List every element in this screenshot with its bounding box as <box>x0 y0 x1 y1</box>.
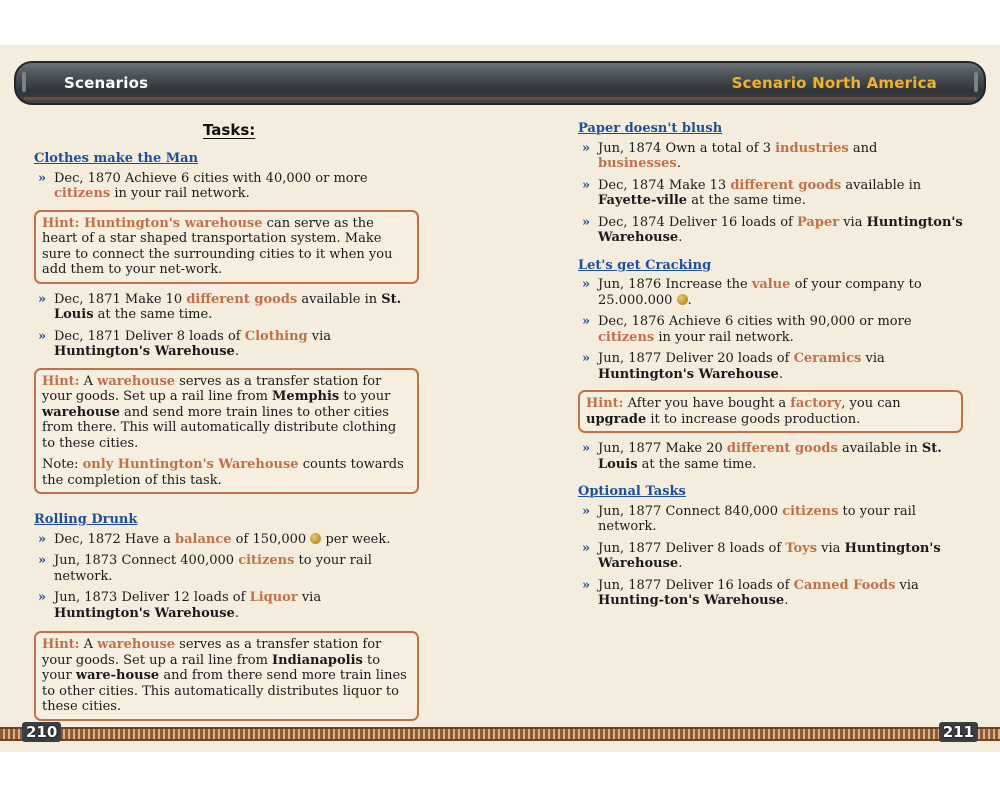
page-number-left: 210 <box>22 722 61 742</box>
task-item <box>578 215 963 246</box>
hint-box <box>34 631 419 721</box>
text: in your rail network. <box>110 186 250 201</box>
text: Dec, 1874 Make 13 <box>598 177 731 193</box>
highlight: citizens <box>238 553 295 568</box>
highlight: warehouse <box>97 637 176 652</box>
text: . <box>678 230 683 245</box>
highlight: only Huntington's Warehouse <box>82 457 299 472</box>
bold: St. Louis <box>598 441 942 472</box>
task-item <box>34 532 419 548</box>
section-title-cracking: Let's get Cracking <box>578 257 712 273</box>
hint-box <box>578 390 963 433</box>
section-title-optional: Optional Tasks <box>578 484 686 499</box>
task-item <box>578 441 963 472</box>
highlight: citizens <box>598 329 655 345</box>
section-title-paper: Paper doesn't blush <box>578 121 723 136</box>
highlight: citizens <box>782 503 839 519</box>
section-title-clothes: Clothes make the Man <box>34 151 199 166</box>
text: available in <box>841 177 922 193</box>
page-number-right: 211 <box>939 722 978 742</box>
text: Dec, 1871 Deliver 8 loads of <box>54 328 245 344</box>
hint-box <box>34 210 419 284</box>
tasks-title: Tasks: <box>203 121 256 139</box>
task-item <box>578 541 963 572</box>
highlight: different goods <box>726 441 838 456</box>
header-right-title: Scenario North America <box>731 74 937 92</box>
bold: ware-house <box>75 668 160 683</box>
task-item <box>34 329 419 360</box>
text: to your rail network. <box>598 503 916 534</box>
text: of 150,000 <box>231 531 311 547</box>
text: via <box>297 590 322 605</box>
text: of your company to 25.000.000 <box>598 277 922 308</box>
task-item <box>578 277 963 308</box>
bullet-icon: » <box>582 314 591 329</box>
text: Jun, 1873 Connect 400,000 <box>54 553 239 568</box>
highlight: Clothing <box>244 328 308 344</box>
rail-track-footer <box>0 727 1000 741</box>
bullet-icon: » <box>582 214 591 230</box>
bullet-icon: » <box>38 170 47 186</box>
bold: Huntington's Warehouse <box>598 366 779 382</box>
coin-icon <box>310 533 321 544</box>
hint-box <box>34 368 419 495</box>
text: . <box>778 366 783 382</box>
highlight: warehouse <box>97 373 176 389</box>
bullet-icon: » <box>582 503 591 519</box>
right-column <box>578 121 963 615</box>
highlight: industries <box>775 140 849 156</box>
task-item <box>578 178 963 209</box>
text: Jun, 1877 Connect 840,000 <box>598 503 783 519</box>
text: and <box>848 140 878 156</box>
bold: Huntington's Warehouse <box>598 214 963 245</box>
bold: Indianapolis <box>272 652 363 668</box>
text: Jun, 1877 Make 20 <box>598 441 727 456</box>
bullet-icon: » <box>582 351 591 366</box>
text: via <box>817 540 845 556</box>
text: , you can <box>841 396 901 411</box>
text: and from there send more train lines to other cities. This automatically distributes liquor to these cities. <box>42 668 407 714</box>
left-column <box>34 151 419 729</box>
text: . <box>678 556 683 571</box>
hint-label: Hint: <box>42 637 80 652</box>
text: . <box>234 605 239 621</box>
bold: Huntington's Warehouse <box>54 344 235 359</box>
text: Jun, 1874 Own a total of 3 <box>598 140 776 156</box>
text: it to increase goods production. <box>646 411 861 427</box>
text: serves as a transfer station for your goods. Set up a rail line from <box>42 373 382 404</box>
highlight: citizens <box>54 186 111 201</box>
text: can serve as the heart of a star shaped transportation system. Make sure to connect the surrounding cities to it when you add them to your net-work. <box>42 215 393 277</box>
text: . <box>234 344 239 359</box>
bullet-icon: » <box>582 177 591 193</box>
text: at the same time. <box>637 456 757 472</box>
text: . <box>784 593 789 608</box>
bullet-icon: » <box>582 577 591 593</box>
text: via <box>895 577 919 593</box>
highlight: Ceramics <box>793 351 862 366</box>
text: to your <box>339 389 391 404</box>
bold: St. Louis <box>54 291 402 322</box>
highlight: factory <box>790 396 842 411</box>
bullet-icon: » <box>582 540 591 556</box>
highlight: Toys <box>785 540 818 556</box>
task-item <box>578 504 963 535</box>
text: Jun, 1873 Deliver 12 loads of <box>54 590 250 605</box>
text: A <box>79 637 98 652</box>
text: available in <box>297 291 382 307</box>
text: serves as a transfer station for your goods. Set up a rail line from <box>42 637 382 668</box>
text: at the same time. <box>687 193 806 208</box>
text: Dec, 1871 Make 10 <box>54 291 187 307</box>
text: After you have bought a <box>623 396 791 411</box>
task-item <box>578 578 963 609</box>
highlight: Paper <box>797 214 840 230</box>
bullet-icon: » <box>582 140 591 156</box>
bullet-icon: » <box>38 531 47 547</box>
task-item <box>34 171 419 202</box>
bold: upgrade <box>586 411 647 427</box>
text: at the same time. <box>93 307 213 322</box>
bold: Fayette-ville <box>598 193 688 208</box>
task-item <box>34 553 419 584</box>
text: Jun, 1876 Increase the <box>598 277 752 292</box>
rivet <box>22 72 26 92</box>
bullet-icon: » <box>582 277 591 292</box>
highlight: balance <box>175 531 232 547</box>
text: . <box>687 292 692 308</box>
header-left-title: Scenarios <box>64 74 149 92</box>
bold: Hunting-ton's Warehouse <box>598 593 785 608</box>
text: Dec, 1872 Have a <box>54 531 176 547</box>
bold: Huntington's Warehouse <box>598 540 941 571</box>
highlight: Liquor <box>249 590 298 605</box>
text: available in <box>837 441 922 456</box>
text: counts towards the completion of this task. <box>42 457 404 488</box>
highlight: different goods <box>186 291 298 307</box>
highlight: businesses <box>598 156 677 171</box>
bold: Huntington's Warehouse <box>54 605 235 621</box>
text: to your <box>42 652 381 683</box>
coin-icon <box>677 294 688 305</box>
text: Dec, 1876 Achieve 6 cities with 90,000 or more <box>598 314 912 329</box>
text: via <box>307 328 332 344</box>
highlight: different goods <box>730 177 842 193</box>
section-title-rolling: Rolling Drunk <box>34 512 138 527</box>
text: via <box>839 214 867 230</box>
bullet-icon: » <box>582 441 591 456</box>
bold: Memphis <box>272 389 340 404</box>
text: Jun, 1877 Deliver 8 loads of <box>598 540 786 556</box>
text: to your rail network. <box>54 553 372 584</box>
highlight: value <box>751 277 791 292</box>
highlight: Canned Foods <box>793 577 896 593</box>
bullet-icon: » <box>38 328 47 344</box>
text: per week. <box>321 531 391 547</box>
hint-label: Hint: <box>586 396 624 411</box>
bullet-icon: » <box>38 291 47 307</box>
hint-label: Hint: Huntington's warehouse <box>42 215 263 231</box>
text: Dec, 1874 Deliver 16 loads of <box>598 214 797 230</box>
task-item <box>578 351 963 382</box>
bullet-icon: » <box>38 553 47 568</box>
task-item <box>34 292 419 323</box>
bullet-icon: » <box>38 590 47 605</box>
task-item <box>578 141 963 172</box>
text: and send more train lines to other cities from there. This will automatically distribute clothing to these cities. <box>42 404 397 451</box>
text: via <box>861 351 885 366</box>
text: Note: <box>42 457 83 472</box>
rivet <box>974 72 978 92</box>
hint-label: Hint: <box>42 373 80 389</box>
text: in your rail network. <box>654 329 794 345</box>
text: A <box>79 373 98 389</box>
bold: warehouse <box>42 404 120 420</box>
text: . <box>676 156 681 171</box>
text: Dec, 1870 Achieve 6 cities with 40,000 or more <box>54 170 368 186</box>
text: Jun, 1877 Deliver 20 loads of <box>598 351 794 366</box>
task-item <box>578 314 963 345</box>
task-item <box>34 590 419 621</box>
text: Jun, 1877 Deliver 16 loads of <box>598 577 794 593</box>
